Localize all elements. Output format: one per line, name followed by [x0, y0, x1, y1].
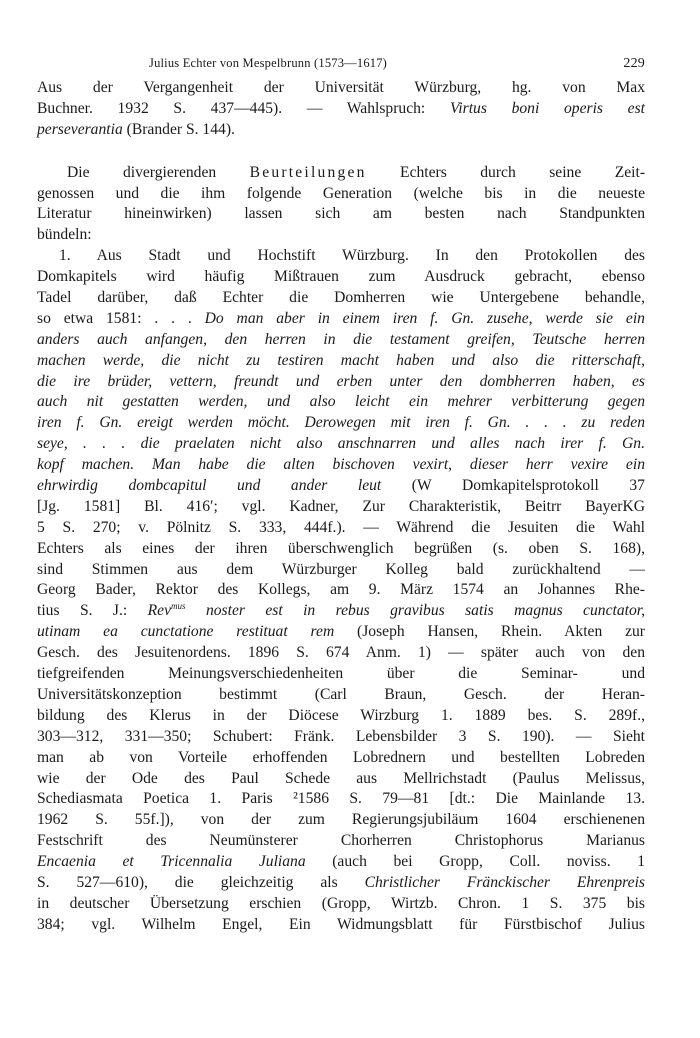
text-line: [37, 560, 645, 581]
text-line: [37, 455, 645, 476]
text-span: in deutscher Übersetzung erschien (Gropp, Wirtzb. Chron. 1 S. 375 bis: [37, 894, 645, 912]
text-span: Gesch. des Jesuitenordens. 1896 S. 674 Anm. 1) — später auch von den: [37, 644, 645, 662]
text-line: [37, 372, 645, 393]
text-span: 1962 S. 55f.]), von der zum Regierungsjubiläum 1604 erschienenen: [37, 811, 645, 829]
superscript: [171, 601, 186, 611]
text-span: Echters durch seine Zeit-: [366, 163, 646, 181]
text-line: [37, 99, 645, 120]
text-span: Echters als eines der ihren überschwenglich begrüßen (s. oben S. 168),: [37, 539, 645, 557]
text-line: [37, 497, 645, 518]
italic-text: iren f. Gn. ereigt werden möcht. Derowegen mit iren f. Gn. . . . zu reden: [37, 414, 645, 432]
page-number: 229: [623, 56, 645, 71]
text-line: [37, 915, 645, 936]
text-span: 5 S. 270; v. Pölnitz S. 333, 444f.). — Während die Jesuiten die Wahl: [37, 518, 645, 536]
italic-text: auch nit gestatten werden, und also leicht ein mehrer verbitterung gegen: [37, 393, 645, 411]
text-line: [37, 894, 645, 915]
italic-text: Encaenia et Tricennalia Juliana: [37, 853, 306, 871]
text-line: [37, 413, 645, 434]
text-span: S. 527—610), die gleichzeitig als: [37, 873, 365, 891]
text-line: [37, 789, 645, 810]
body-text: [37, 78, 645, 936]
text-line: [37, 78, 645, 99]
italic-text: Do man aber in einem iren f. Gn. zusehe, werde sie ein: [204, 309, 645, 327]
text-line: [37, 392, 645, 413]
text-span: Universitätskonzeption bestimmt (Carl Braun, Gesch. der Heran-: [37, 685, 645, 703]
text-line: [37, 518, 645, 539]
text-line: [37, 643, 645, 664]
text-span: bündeln:: [37, 226, 92, 244]
text-span: genossen und die ihm folgende Generation (welche bis in die neueste: [37, 184, 645, 202]
italic-text: Virtus boni operis est: [449, 99, 645, 117]
italic-text: anders auch anfangen, den herren in die testament greifen, Teutsche herren: [37, 330, 645, 348]
text-line: [37, 539, 645, 560]
italic-text: noster est in rebus gravibus satis magnus cunctator,: [185, 602, 645, 620]
text-line: [37, 580, 645, 601]
text-line: [37, 330, 645, 351]
text-line: [37, 727, 645, 748]
text-line: [37, 601, 645, 622]
text-line: [37, 873, 645, 894]
text-span: Domkapitels wird häufig Mißtrauen zum Ausdruck gebracht, ebenso: [37, 268, 645, 286]
italic-text: Rev: [147, 602, 172, 620]
text-span: tiefgreifenden Meinungsverschiedenheiten über die Seminar- und: [37, 665, 645, 683]
text-span: (auch bei Gropp, Coll. noviss. 1: [305, 853, 645, 871]
text-span: tius S. J.:: [37, 602, 148, 620]
text-span: Schediasmata Poetica 1. Paris ²1586 S. 79—81 [dt.: Die Mainlande 13.: [37, 790, 645, 808]
text-line: [37, 622, 645, 643]
text-span: Buchner. 1932 S. 437—445). — Wahlspruch:: [37, 99, 450, 117]
italic-text: die ire brüder, vettern, freundt und erben unter den dombherren haben, es: [37, 372, 645, 390]
text-line: [37, 685, 645, 706]
italic-text: seye, . . . die praelaten nicht also anschnarren und alles nach irer f. Gn.: [37, 435, 645, 453]
text-span: Literatur hineinwirken) lassen sich am besten nach Standpunkten: [37, 205, 645, 223]
running-head-title: Julius Echter von Mespelbrunn (1573—1617): [149, 56, 388, 70]
text-line: [37, 434, 645, 455]
text-line: [37, 184, 645, 205]
italic-text: kopf machen. Man habe die alten bischoven vexirt, dieser herr vexire ein: [37, 456, 645, 474]
text-span: Die divergierenden: [67, 163, 250, 181]
text-span: [Jg. 1581] Bl. 416′; vgl. Kadner, Zur Charakteristik, Beitrr BayerKG: [37, 497, 645, 515]
text-span: (Brander S. 144).: [122, 120, 235, 138]
text-span: (W Domkapitelsprotokoll 37: [381, 477, 645, 495]
italic-text: utinam ea cunctatione restituat rem: [37, 623, 335, 641]
italic-text: Christlicher Fränckischer Ehrenpreis: [364, 873, 645, 891]
italic-text: perseverantia: [37, 120, 123, 138]
text-line: [37, 163, 645, 184]
text-line: [37, 706, 645, 727]
text-span: wie der Ode des Paul Schede aus Mellrichstadt (Paulus Melissus,: [37, 769, 645, 787]
paragraph-gap: [37, 141, 645, 163]
text-span: 384; vgl. Wilhelm Engel, Ein Widmungsblatt für Fürstbischof Julius: [37, 915, 645, 933]
text-span: Festschrift des Neumünsterer Chorherren Christophorus Marianus: [37, 832, 645, 850]
text-span: so etwa 1581: . . .: [37, 309, 205, 327]
text-line: [37, 351, 645, 372]
text-line: [37, 309, 645, 330]
superscript-text: mus: [171, 601, 186, 612]
text-line: [37, 748, 645, 769]
text-span: 1. Aus Stadt und Hochstift Würzburg. In den Protokollen des: [59, 247, 645, 265]
text-span: man ab von Vorteile erhoffenden Lobrednern und bestellten Lobreden: [37, 748, 645, 766]
text-line: [37, 246, 645, 267]
spaced-text: Beurteilungen: [249, 163, 367, 181]
text-line: [37, 810, 645, 831]
text-span: bildung des Klerus in der Diöcese Wirzburg 1. 1889 bes. S. 289f.,: [37, 706, 645, 724]
text-span: 303—312, 331—350; Schubert: Fränk. Lebensbilder 3 S. 190). — Sieht: [37, 727, 645, 745]
text-span: Aus der Vergangenheit der Universität Würzburg, hg. von Max: [37, 79, 645, 96]
running-head: [37, 56, 645, 78]
text-line: [37, 831, 645, 852]
text-line: [37, 267, 645, 288]
text-line: [37, 852, 645, 873]
text-span: Georg Bader, Rektor des Kollegs, am 9. März 1574 an Johannes Rhe-: [37, 581, 645, 599]
text-line: [37, 120, 645, 141]
text-line: [37, 664, 645, 685]
text-line: [37, 225, 645, 246]
text-line: [37, 288, 645, 309]
italic-text: machen werde, die nicht zu testiren macht haben und also die ritterschaft,: [37, 351, 645, 369]
italic-text: ehrwirdig dombcapitul und ander leut: [37, 477, 382, 495]
text-line: [37, 204, 645, 225]
text-span: sind Stimmen aus dem Würzburger Kolleg bald zurückhaltend —: [37, 560, 645, 578]
text-span: (Joseph Hansen, Rhein. Akten zur: [334, 623, 645, 641]
text-line: [37, 476, 645, 497]
text-line: [37, 769, 645, 790]
book-page: [37, 56, 645, 936]
text-span: Tadel darüber, daß Echter die Domherren wie Untergebene behandle,: [37, 289, 645, 307]
